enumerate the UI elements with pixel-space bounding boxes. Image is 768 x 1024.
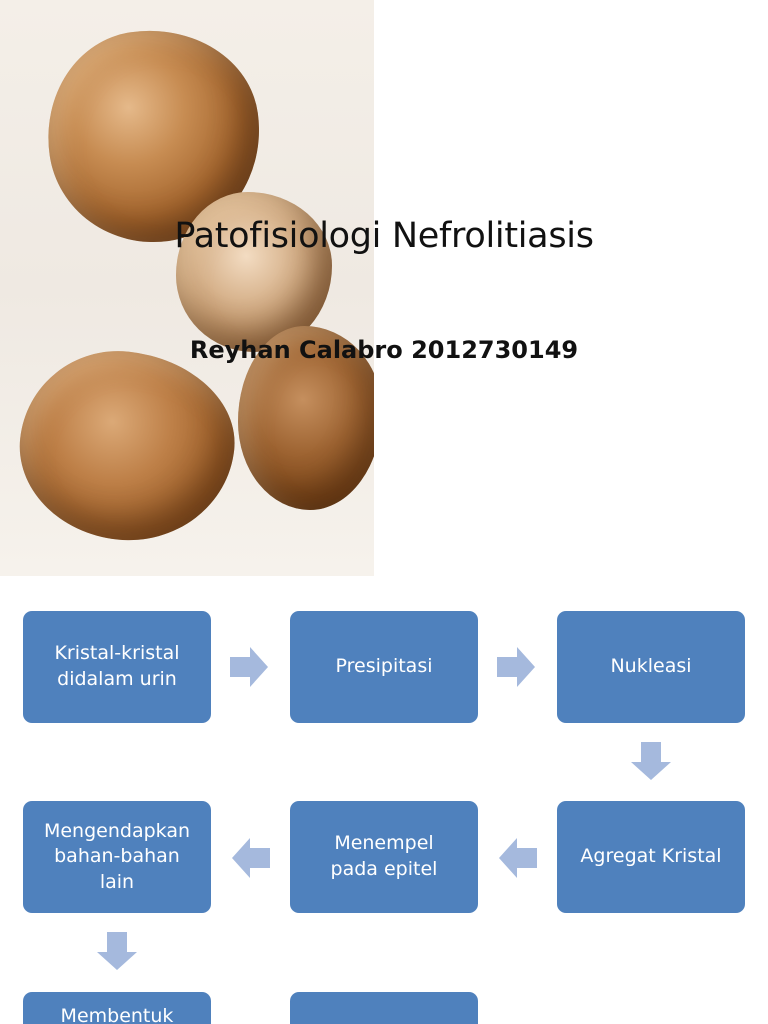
slide-subtitle: Reyhan Calabro 2012730149 bbox=[189, 336, 579, 364]
node-unlabeled bbox=[290, 992, 478, 1024]
slide-title: Patofisiologi Nefrolitiasis bbox=[174, 216, 594, 256]
node-membentuk: Membentuk bbox=[23, 992, 211, 1024]
node-mengendapkan: Mengendapkan bahan-bahan lain bbox=[23, 801, 211, 913]
node-agregat-kristal: Agregat Kristal bbox=[557, 801, 745, 913]
down-arrow-icon bbox=[94, 928, 140, 974]
node-menempel: Menempel pada epitel bbox=[290, 801, 478, 913]
right-arrow-icon bbox=[226, 644, 272, 690]
node-nukleasi: Nukleasi bbox=[557, 611, 745, 723]
left-arrow-icon bbox=[495, 835, 541, 881]
left-arrow-icon bbox=[228, 835, 274, 881]
node-kristal: Kristal-kristal didalam urin bbox=[23, 611, 211, 723]
down-arrow-icon bbox=[628, 738, 674, 784]
node-presipitasi: Presipitasi bbox=[290, 611, 478, 723]
flow-diagram-slide bbox=[0, 576, 768, 1024]
right-arrow-icon bbox=[493, 644, 539, 690]
kidney-stones-photo bbox=[0, 0, 374, 576]
